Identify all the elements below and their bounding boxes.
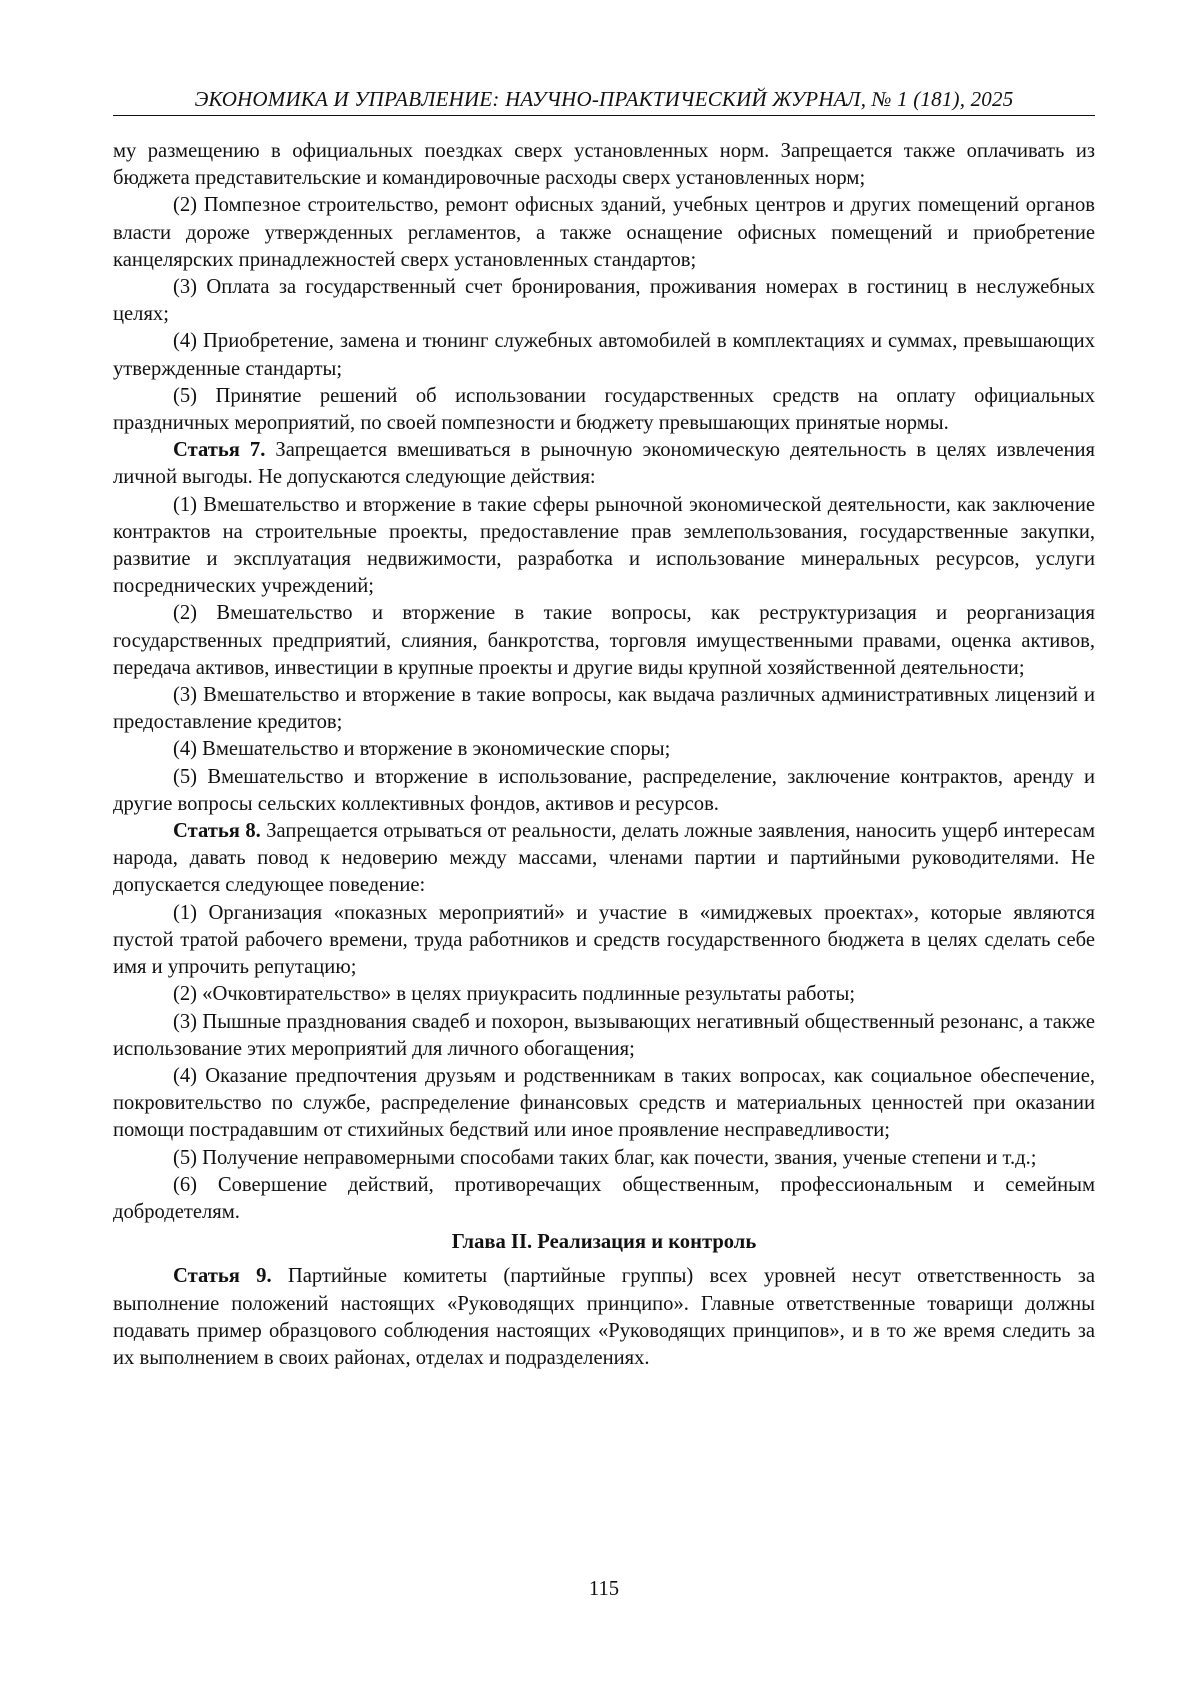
list-item: (2) Помпезное строительство, ремонт офисных зданий, учебных центров и других поме­щений органов власти дороже утвержденных регламентов, а также оснащение офисных поме­щений и приобретение канцелярских принадлежностей сверх установленных стандартов;	[113, 192, 1095, 274]
list-item: (2) «Очковтирательство» в целях приукрасить подлинные результаты работы;	[113, 981, 1095, 1008]
list-item: (1) Вмешательство и вторжение в такие сферы рыночной экономической деятельности, как заключение контрактов на строительные проекты, предоставление прав землепользования, государственные закупки, развитие и эксплуатация недвижимости, разработка и использование минеральных ресурсов, услуги посреднических учреждений;	[113, 492, 1095, 601]
document-page	[0, 0, 1200, 1698]
list-item: (4) Вмешательство и вторжение в экономические споры;	[113, 736, 1095, 763]
article-7-label: Статья 7.	[173, 439, 265, 461]
article-8-label: Статья 8.	[173, 820, 261, 842]
article-8-text: Запрещается отрываться от реальности, делать ложные заявления, наносить ущерб интересам народа, давать повод к недоверию между массами, членами партии и партий­ными руководителями. Не допускается следующее поведение:	[113, 820, 1095, 896]
list-item: (5) Вмешательство и вторжение в использование, распределение, заключение контрактов, аренду и другие вопросы сельских коллективных фондов, активов и ресурсов.	[113, 764, 1095, 818]
article-9-text: Партийные комитеты (партийные группы) всех уровней несут ответственность за выполнение положений настоящих «Руководящих принципо». Главные ответственные това­рищи должны подавать пример образцового соблюдения настоящих «Руководящих принци­пов», и в то же время следить за их выполнением в своих районах, отделах и подразделениях.	[113, 1265, 1095, 1369]
article-7-text: Запрещается вмешиваться в рыночную экономическую деятельность в целях извлечения личной выгоды. Не допускаются следующие действия:	[113, 439, 1095, 488]
header-divider	[113, 115, 1095, 116]
list-item: (6) Совершение действий, противоречащих общественным, профессиональным и семей­ным добродетелям.	[113, 1172, 1095, 1226]
list-item: (3) Оплата за государственный счет бронирования, проживания номерах в гостиниц в не­служебных целях;	[113, 274, 1095, 328]
list-item: (2) Вмешательство и вторжение в такие вопросы, как реструктуризация и реорганизация государственных предприятий, слияния, банкротства, торговля имущественными правами, оценка активов, передача активов, инвестиции в крупные проекты и другие виды крупной хо­зяйственной деятельности;	[113, 600, 1095, 682]
list-item: (1) Организация «показных мероприятий» и участие в «имиджевых проектах», которые являются пустой тратой рабочего времени, труда работников и средств государственного бюд­жета в целях сделать себе имя и упрочить репутацию;	[113, 900, 1095, 982]
article-7	[113, 437, 1095, 491]
chapter-heading: Глава II. Реализация и контроль	[113, 1226, 1095, 1263]
article-body	[113, 138, 1095, 1372]
running-header: ЭКОНОМИКА И УПРАВЛЕНИЕ: НАУЧНО-ПРАКТИЧЕСКИЙ ЖУРНАЛ, № 1 (181), 2025	[113, 86, 1095, 112]
article-9	[113, 1263, 1095, 1372]
list-item: (3) Вмешательство и вторжение в такие вопросы, как выдача различных административ­ных лицензий и предоставление кредитов;	[113, 682, 1095, 736]
list-item: (5) Принятие решений об использовании государственных средств на оплату официаль­ных праздничных мероприятий, по своей помпезности и бюджету превышающих принятые нормы.	[113, 383, 1095, 437]
article-8	[113, 818, 1095, 900]
list-item: (4) Приобретение, замена и тюнинг служебных автомобилей в комплектациях и суммах, превышающих утвержденные стандарты;	[113, 328, 1095, 382]
list-item: (4) Оказание предпочтения друзьям и родственникам в таких вопросах, как социальное обеспечение, покровительство по службе, распределение финансовых средств и материальных ценностей при оказании помощи пострадавшим от стихийных бедствий или иное проявление несправедливости;	[113, 1063, 1095, 1145]
list-item: (3) Пышные празднования свадеб и похорон, вызывающих негативный общественный ре­зонанс, а также использование этих мероприятий для личного обогащения;	[113, 1009, 1095, 1063]
list-item: (5) Получение неправомерными способами таких благ, как почести, звания, ученые степе­ни и т.д.;	[113, 1145, 1095, 1172]
paragraph-continued: му размещению в официальных поездках сверх установленных норм. Запрещается также опла­чивать из бюджета представительские и командировочные расходы сверх установленных норм;	[113, 138, 1095, 192]
article-9-label: Статья 9.	[173, 1265, 272, 1287]
page-number: 115	[113, 1576, 1095, 1602]
